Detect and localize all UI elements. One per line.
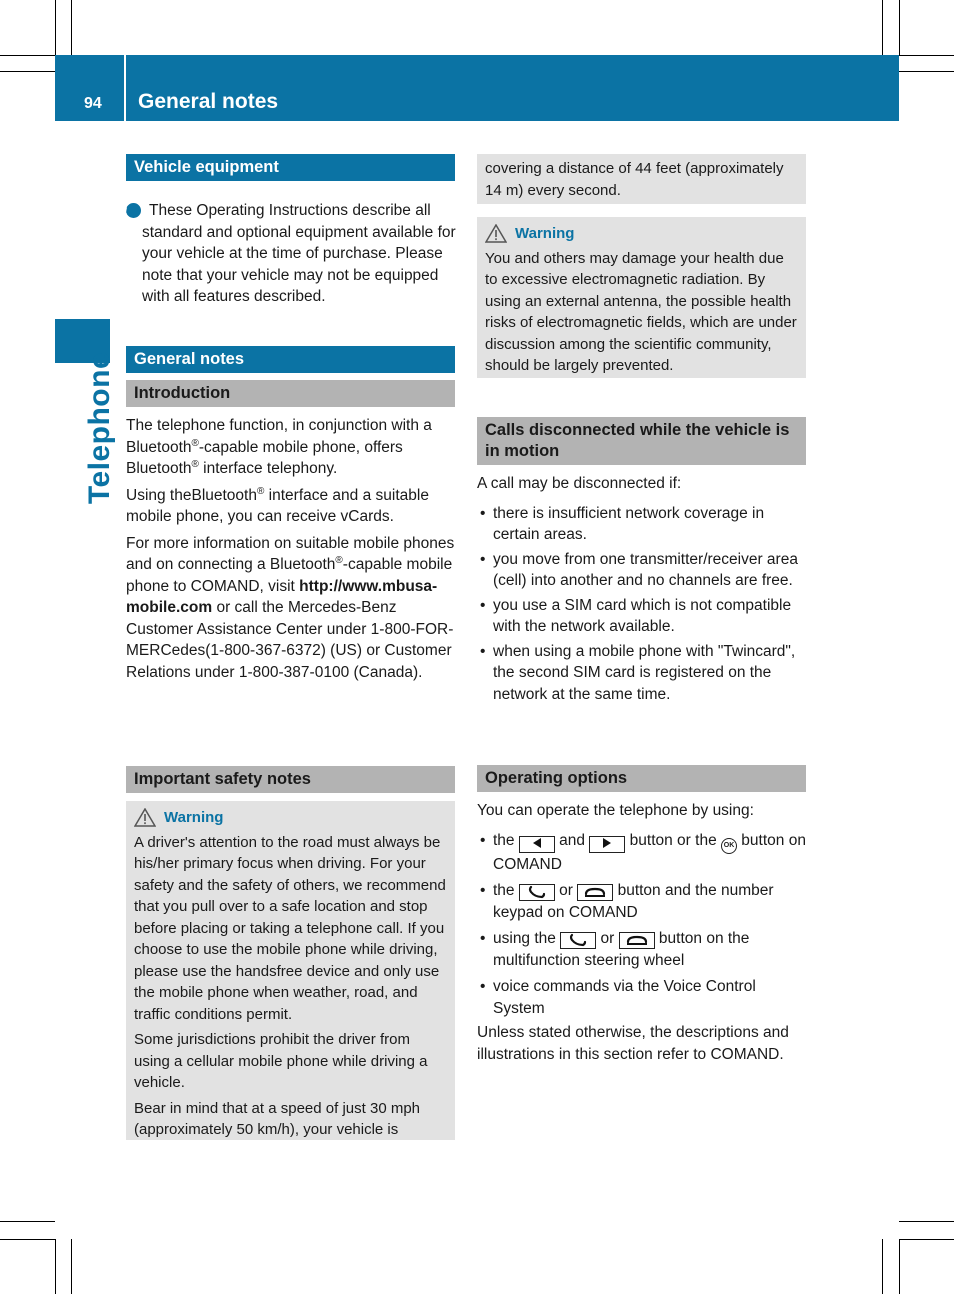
- phone-accept-icon: [560, 932, 596, 949]
- phone-end-icon: [619, 932, 655, 949]
- crop-mark: [899, 0, 900, 55]
- list-item: • you use a SIM card which is not compatible with the network available.: [477, 595, 807, 638]
- list-item: • using the or button on the multifunction steering wheel: [477, 928, 807, 971]
- phone-end-icon: [577, 884, 613, 901]
- warning-text-3: Bear in mind that at a speed of just 30 mph (approximately 50 km/h), your vehicle is: [134, 1099, 421, 1138]
- crop-mark: [71, 0, 72, 55]
- introduction-text: [126, 415, 456, 688]
- list-item: • you move from one transmitter/receiver area (cell) into another and no channels are free.: [477, 549, 807, 592]
- intro-paragraph-1: The telephone function, in conjunction with a Bluetooth®-capable mobile phone, offers Bluetooth® interface telephony.: [126, 417, 432, 477]
- crop-mark: [899, 1239, 954, 1240]
- ok-button-icon: OK: [721, 838, 737, 854]
- crop-mark: [55, 1239, 56, 1294]
- crop-mark: [0, 55, 55, 56]
- radiation-warning-box: [477, 217, 806, 378]
- operating-outro: Unless stated otherwise, the descriptions and illustrations in this section refer to COMAND.: [477, 1024, 789, 1063]
- heading-important-safety-notes: Important safety notes: [126, 766, 455, 793]
- operating-options-list: [477, 830, 807, 1020]
- intro-paragraph-3: For more information on suitable mobile phones and on connecting a Bluetooth®-capable mobile phone to COMAND, visit http://www.mbusa-mobile.com or call the Mercedes-Benz Customer Assistance Center under 1-800-FOR-MERCedes(1-800-367-6372) (US) or Customer Relations under 1-800-387-0100 (Canada).: [126, 534, 455, 681]
- calls-disconnected-text: [477, 473, 807, 708]
- page-title: General notes: [138, 90, 279, 113]
- list-item: • the or button and the number keypad on COMAND: [477, 880, 807, 923]
- calls-intro: A call may be disconnected if:: [477, 475, 682, 492]
- mbusa-link[interactable]: http://www.mbusa-mobile.com: [126, 577, 438, 616]
- warning-text-2: Some jurisdictions prohibit the driver from using a cellular mobile phone while driving a vehicle.: [134, 1031, 428, 1091]
- intro-paragraph-2: Using theBluetooth® interface and a suitable mobile phone, you can receive vCards.: [126, 485, 429, 525]
- vehicle-equipment-info: [123, 200, 456, 313]
- heading-introduction: Introduction: [126, 380, 455, 407]
- right-arrow-key-icon: [589, 836, 625, 853]
- crop-mark: [55, 0, 56, 55]
- crop-mark: [882, 1239, 883, 1294]
- list-item: • voice commands via the Voice Control System: [477, 976, 807, 1019]
- list-item: • there is insufficient network coverage in certain areas.: [477, 503, 807, 546]
- crop-mark: [899, 1239, 900, 1294]
- warning-label: Warning: [164, 809, 224, 826]
- list-item: • the and button or the OK button on COMAND: [477, 830, 807, 876]
- warning-text-1: A driver's attention to the road must always be his/her primary focus when driving. For your safety and the safety of others, we recommend that you pull over to a safe location and stop before placing or taking a telephone call. If you choose to use the mobile phone while driving, please use the handsfree device and only use the mobile phone when weather, road, and traffic conditions permit.: [134, 833, 446, 1023]
- page-number: 94: [84, 95, 102, 112]
- crop-mark: [0, 1221, 55, 1222]
- continuation-text: covering a distance of 44 feet (approximately 14 m) every second.: [485, 160, 784, 199]
- warning-label: Warning: [515, 225, 575, 242]
- crop-mark: [0, 71, 55, 72]
- crop-mark: [0, 1239, 55, 1240]
- warning-triangle-icon: [134, 808, 156, 827]
- header-divider: [124, 55, 126, 121]
- operating-intro: You can operate the telephone by using:: [477, 802, 754, 819]
- side-tab-label: Telephone: [83, 351, 116, 505]
- heading-general-notes: General notes: [126, 346, 455, 373]
- crop-mark: [899, 55, 954, 56]
- heading-vehicle-equipment: Vehicle equipment: [126, 154, 455, 181]
- crop-mark: [899, 1221, 954, 1222]
- heading-calls-disconnected: Calls disconnected while the vehicle is in motion: [477, 417, 806, 465]
- heading-operating-options: Operating options: [477, 765, 806, 792]
- warning-header: [485, 223, 798, 245]
- warning-continuation-box: [477, 154, 806, 204]
- info-icon: i: [126, 203, 141, 218]
- radiation-warning-text: You and others may damage your health due to excessive electromagnetic radiation. By using an external antenna, the possible health risks of electromagnetic fields, which are under discussion among the scientific community, should be largely prevented.: [485, 249, 797, 374]
- list-item: • when using a mobile phone with "Twincard", the second SIM card is registered on the network at the same time.: [477, 641, 807, 706]
- safety-warning-box: [126, 801, 455, 1140]
- calls-reasons-list: [477, 503, 807, 706]
- phone-accept-icon: [519, 884, 555, 901]
- warning-header: [134, 807, 447, 829]
- crop-mark: [899, 71, 954, 72]
- warning-triangle-icon: [485, 224, 507, 243]
- operating-options-text: [477, 800, 807, 1070]
- left-arrow-key-icon: [519, 836, 555, 853]
- crop-mark: [882, 0, 883, 55]
- crop-mark: [71, 1239, 72, 1294]
- info-text: These Operating Instructions describe all standard and optional equipment available for your vehicle at the time of purchase. Please note that your vehicle may not be equipped with all features described.: [142, 202, 456, 305]
